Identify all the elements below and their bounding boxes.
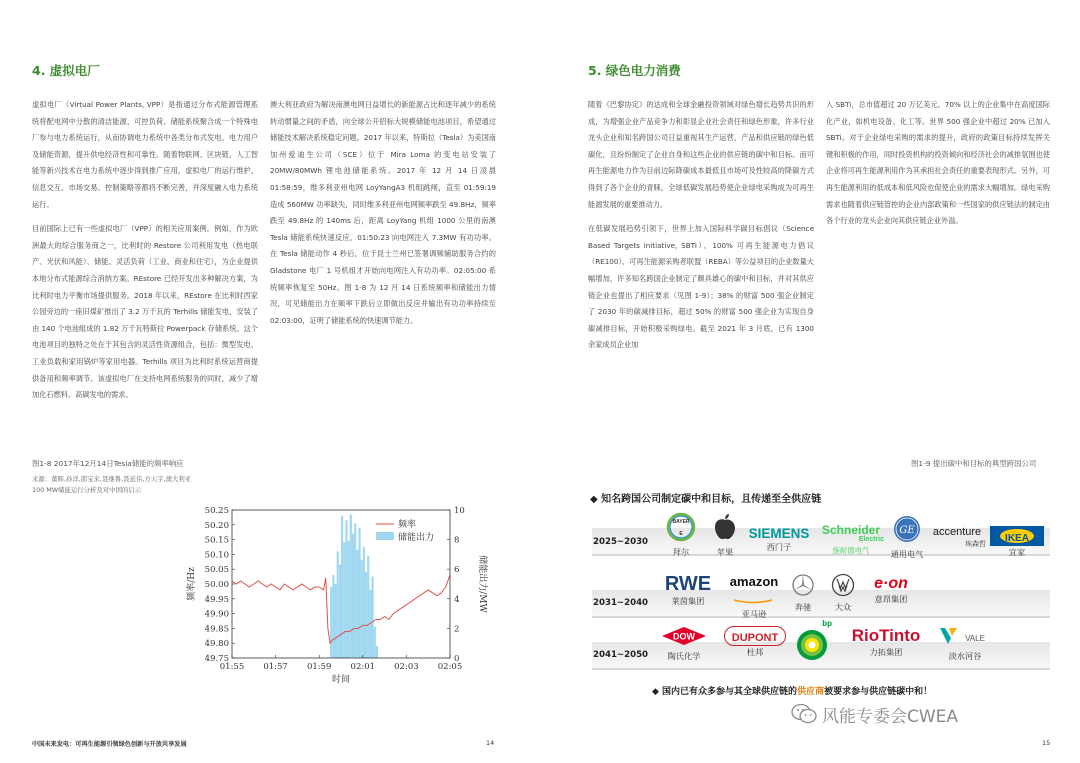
company-logo-ge	[884, 514, 930, 560]
page-number: 14	[486, 739, 495, 747]
y-left-axis-label: 频率/Hz	[187, 567, 197, 601]
x-axis-label: 时间	[331, 675, 351, 685]
svg-text:E: E	[679, 531, 683, 537]
storage-output-bar	[367, 556, 369, 658]
paragraph: 澳大利亚政府为解决南澳电网日益增长的新能源占比和逐年减少的系统转动惯量之间的矛盾，向全球公开招标大规模储能电池项目，希望通过储能技术解决系统稳定问题。2017 年以来，特斯拉（Tesla）为美国南加州爱迪生公司（SCE）位于 Mira Loma 的变电站安装了 20MW/80MWh 锂电池储能系统。2017 年 12 月 14 日凌晨 01:58:59，维多利亚州电网 LoyYangA3 机组跳闸，直至 01:59:19 造成 560MW 功率缺失，同时维多利亚州电网频率跌至 49.8Hz，频率跌至 49.8Hz 的 140ms 后，距离 LoyYang 机组 1000 公里的南澳 Tesla 储能系统快速反应，01:50:23 向电网注入 7.3MW 有功功率。在 Tesla 储能动作 4 秒后，位于昆士兰州已签署调频辅助服务合约的 Gladstone 电厂 1 号机组才开始向电网注入有功功率。02:05:00 系统频率恢复至 50Hz。图 1-8 为 12 月 14 日系统频率和储能出力情况，可见储能出力在频率下跌后立即做出反应并输出有功功率持续至 02:03:00，证明了储能系统的快速调节能力。	[270, 100, 496, 325]
y-left-tick-label: 50.05	[204, 565, 229, 576]
company-logo-ikea	[990, 526, 1044, 558]
company-name: 大众	[834, 602, 852, 612]
figure-caption: 图1-9 提出碳中和目标的典型跨国公司	[911, 459, 1037, 468]
rwe-mark: RWE	[664, 573, 712, 595]
ge-monogram-logo	[892, 514, 922, 544]
year-range-label: 2041~2050	[593, 650, 649, 660]
legend-label-frequency: 频率	[398, 520, 417, 530]
bayer-mark: BAYER	[672, 519, 690, 525]
storage-output-bar	[376, 646, 378, 658]
dupont-oval	[724, 626, 786, 646]
storage-output-bar	[343, 543, 345, 658]
dow-mark: DOW	[673, 631, 695, 642]
note-highlight: 供应商	[797, 687, 825, 697]
right-page-column-1	[588, 97, 814, 362]
storage-output-bar	[348, 541, 350, 658]
figure-caption: 图1-8 2017年12月14日Tesla储能的频率响应	[32, 459, 184, 468]
y-right-tick-label: 4	[454, 594, 460, 605]
paragraph: 虚拟电厂（Virtual Power Plants, VPP）是指通过分布式能源管理系统将配电网中分散的清洁能源、可控负荷、储能系统聚合成一个特殊电厂参与电力系统运行，从而协调电力系统中各类分布式发电、电力用户及储能资源，提升供电经济性和可靠性。随着物联网、区块链、人工智能等新兴技术在电力系统中逐步得到推广应用，虚拟电厂的运行维护、信息交互、市场交易、控制策略等都将不断完善，并深度融入电力系统运行。	[32, 100, 258, 209]
footer-title: 中国未来发电：可再生能源引领绿色创新与开放共享发展	[32, 741, 187, 748]
company-logo-siemens	[746, 526, 812, 553]
storage-output-bar	[350, 514, 352, 658]
company-logo-vale	[936, 626, 994, 662]
storage-output-bar	[374, 627, 376, 658]
company-logo-mercedes	[788, 573, 818, 613]
vw-logo-icon	[831, 573, 855, 597]
y-left-tick-label: 49.80	[204, 639, 229, 650]
supply-chain-note	[652, 684, 932, 697]
x-tick-label: 02:03	[394, 662, 419, 672]
bp-mark: bp	[822, 619, 832, 628]
ikea-mark: IKEA	[1005, 533, 1029, 544]
storage-output-bar	[330, 587, 332, 658]
company-name: 施耐德电气	[832, 546, 870, 555]
y-right-tick-label: 0	[454, 654, 460, 664]
storage-output-bar	[354, 523, 356, 658]
storage-output-bar	[339, 565, 341, 658]
dow-diamond-logo	[661, 626, 707, 646]
company-name: 淡水河谷	[948, 651, 982, 661]
storage-output-bar	[358, 528, 360, 658]
y-right-axis-label: 储能出力/MW	[477, 555, 487, 613]
company-logo-rwe	[656, 573, 720, 607]
storage-output-bar	[365, 572, 367, 658]
company-name: 杜邦	[746, 647, 764, 657]
storage-output-bar	[363, 547, 365, 658]
y-left-tick-label: 49.85	[204, 624, 229, 635]
y-left-tick-label: 50.20	[204, 520, 229, 531]
vale-v-logo	[939, 626, 991, 646]
y-right-tick-label: 10	[454, 506, 465, 516]
year-range-label: 2031~2040	[593, 598, 649, 608]
storage-output-bar	[341, 516, 343, 658]
company-logo-schneider	[818, 524, 884, 556]
company-name: 莱茵集团	[671, 596, 705, 606]
panel-title: ◆ 知名跨国公司制定碳中和目标，且传递至全供应链	[590, 494, 822, 505]
storage-output-bar	[332, 575, 334, 658]
amazon-mark: amazon	[729, 574, 779, 589]
company-name: 宜家	[1008, 547, 1026, 557]
company-logo-volkswagen	[826, 573, 860, 613]
wechat-icon	[790, 703, 818, 729]
legend-swatch-storage	[376, 532, 394, 540]
company-name: 通用电气	[890, 549, 924, 559]
bayer-cross-logo	[666, 512, 696, 542]
schneider-mark: Schneider	[821, 523, 881, 537]
company-logo-dow	[654, 626, 714, 662]
storage-output-bar	[345, 520, 347, 658]
company-name: 西门子	[766, 542, 792, 552]
company-logo-eon	[864, 575, 918, 605]
y-left-tick-label: 49.75	[204, 654, 229, 664]
company-name: 苹果	[716, 547, 734, 557]
company-name: 奔驰	[794, 602, 812, 612]
y-left-tick-label: 50.15	[204, 535, 229, 546]
company-name: 亚马逊	[741, 609, 767, 619]
note-text: ◆ 国内已有众多参与其全球供应链的	[652, 687, 798, 697]
y-right-tick-label: 8	[454, 535, 460, 546]
x-tick-label: 01:57	[263, 662, 288, 672]
siemens-mark: SIEMENS	[748, 526, 810, 541]
section-title-green-power: 5. 绿色电力消费	[588, 63, 681, 78]
ikea-badge	[990, 526, 1044, 546]
company-name: 力拓集团	[869, 647, 903, 657]
year-range-label: 2025~2030	[593, 537, 649, 547]
x-tick-label: 02:05	[437, 662, 463, 672]
vw-mark: VW	[843, 585, 845, 586]
company-logo-amazon	[724, 575, 784, 620]
ge-mark: GE	[899, 525, 915, 536]
company-name: 埃森哲	[965, 540, 986, 548]
paragraph: 随着《巴黎协定》的达成和全球金融投资领域对绿色增长趋势共识的形成，为增强企业产品竞争力和彰显企业社会责任和绿色形象，许多行业龙头企业和知名跨国公司日益重视其生产运营、产品和供应链的绿色低碳化，且纷纷制定了企业自身和这些企业的供应链的碳中和目标。而可再生能源电力作为目前边际降碳成本最低且市场可及性较高的降碳方式得到了各个企业的青睐，全球低碳发展趋势使企业绿电采购成为可再生能源发展的重要推动力。	[588, 100, 814, 209]
watermark: 风能专委会CWEA	[822, 707, 959, 727]
mercedes-star-icon	[791, 573, 815, 597]
y-left-tick-label: 50.10	[204, 550, 229, 561]
schneider-mark-sub: Electric	[858, 536, 884, 543]
x-tick-label: 02:01	[350, 662, 376, 672]
x-tick-label: 01:59	[306, 662, 332, 672]
vale-mark: VALE	[965, 634, 985, 643]
section-title-virtual-power-plant: 4. 虚拟电厂	[32, 63, 100, 78]
y-left-tick-label: 50.00	[204, 580, 229, 590]
y-right-tick-label: 2	[454, 624, 460, 635]
y-left-tick-label: 49.90	[204, 609, 229, 620]
paragraph: 入 SBTi，总市值超过 20 万亿美元。70% 以上的企业集中在高度国际化产业，如机电设备、化工等。世界 500 强企业中超过 20% 已加入 SBTi。对于企业绿电采购的需求的提升，政府的政策目标持续发挥关键和积极的作用，同时投资机构的投资倾向和经济社会的减排氛围也使企业将可再生能源利用作为其承担社会责任的重要表现形式。另外，可再生能源利用的低成本和低风险也促使企业的需求大幅增加。绿电采购需求也随着供应链管控的企业内部政策和一些国家的供应链法的制定由各个行业的龙头企业向其供应链企业外溢。	[826, 100, 1050, 226]
figure-source: 来源：董辉,孙洋,邵宝来,聂继鲁,聂延伟,方天宇,澳大利亚100 MW储能运行分析及对中国的启示	[32, 475, 192, 494]
accenture-mark: accenture	[932, 526, 982, 538]
company-logo-bayer	[664, 512, 698, 558]
company-logo-accenture	[928, 526, 986, 549]
paragraph: 在低碳发展趋势引领下，世界上加入国际科学碳目标倡议（Science Based Targets initiative, SBTi）、100% 可再生能源电力倡议（RE100）、可再生能源采购者联盟（REBA）等公益项目的企业数量大幅增加，许多知名跨国企业制定了颇具雄心的碳中和目标，并对其供应链企业也提出了相应要求（见图 1-9）；38% 的财富 500 强企业制定了 2030 年的碳减排目标，超过 50% 的财富 500 强企业为实现自身碳减排目标，开始积极采购绿电。截至 2021 年 3 月底，已有 1300 余家成员企业加	[588, 224, 814, 350]
company-name: 意昂集团	[874, 594, 908, 604]
company-name: 拜尔	[672, 547, 690, 557]
riotinto-mark: RioTinto	[851, 626, 921, 645]
bp-helios-icon	[795, 628, 829, 662]
storage-output-bar	[361, 560, 363, 658]
y-left-tick-label: 50.25	[204, 506, 229, 516]
eon-mark: e·on	[874, 575, 908, 592]
y-left-tick-label: 49.95	[204, 594, 229, 605]
frequency-response-chart	[180, 502, 500, 698]
storage-output-bar	[334, 584, 336, 658]
company-logo-riotinto	[840, 626, 932, 658]
left-page-column-1	[32, 97, 258, 412]
company-name: 陶氏化学	[667, 651, 701, 661]
paragraph: 目前国际上已有一些虚拟电厂（VPP）的相关应用案例。例如，作为欧洲最大的综合服务商之一，比利时的 Restore 公司利用发电（热电联产、光伏和风能）、储能、灵活负荷（工业、商业和住宅），为企业提供本地分布式能源综合消纳方案。REstore 已经开发出多种解决方案，为比利时电力平衡市场提供服务。2018 年以来，REstore 在比利时西家公园旁边的一座旧煤矿推出了 3.2 万千瓦的 Terhills 储能发电，安装了由 140 个电池组成的 1.82 万千瓦特斯拉 Powerpack 存储系统。这个电池项目的独特之处在于其包含的灵活性资源组合，包括：微型发电、工业负载和家用锅炉等家用电器。Terhills 项目为比利时系统运营商提供备用和频率调节。该虚拟电厂在支持电网系统服务的同时，减少了增加化石燃料、高碳发电的需求。	[32, 224, 258, 400]
left-page-column-2	[270, 97, 496, 337]
storage-output-bar	[337, 551, 339, 658]
amazon-smile-icon	[732, 599, 776, 604]
right-page-column-2	[826, 97, 1050, 238]
x-tick-label: 01:55	[219, 662, 245, 672]
legend-label-storage: 储能出力	[398, 533, 435, 543]
company-logo-dupont	[724, 626, 786, 658]
storage-output-bar	[356, 550, 358, 658]
company-logo-bp	[792, 620, 832, 666]
y-right-tick-label: 6	[454, 565, 460, 576]
storage-output-bar	[352, 534, 354, 658]
dupont-mark: DUPONT	[731, 632, 779, 644]
storage-output-bar	[372, 577, 374, 658]
company-logo-apple	[708, 512, 742, 558]
apple-icon	[711, 512, 739, 542]
note-text: 被要求参与供应链碳中和！	[824, 687, 933, 697]
page-number: 15	[1042, 739, 1051, 747]
